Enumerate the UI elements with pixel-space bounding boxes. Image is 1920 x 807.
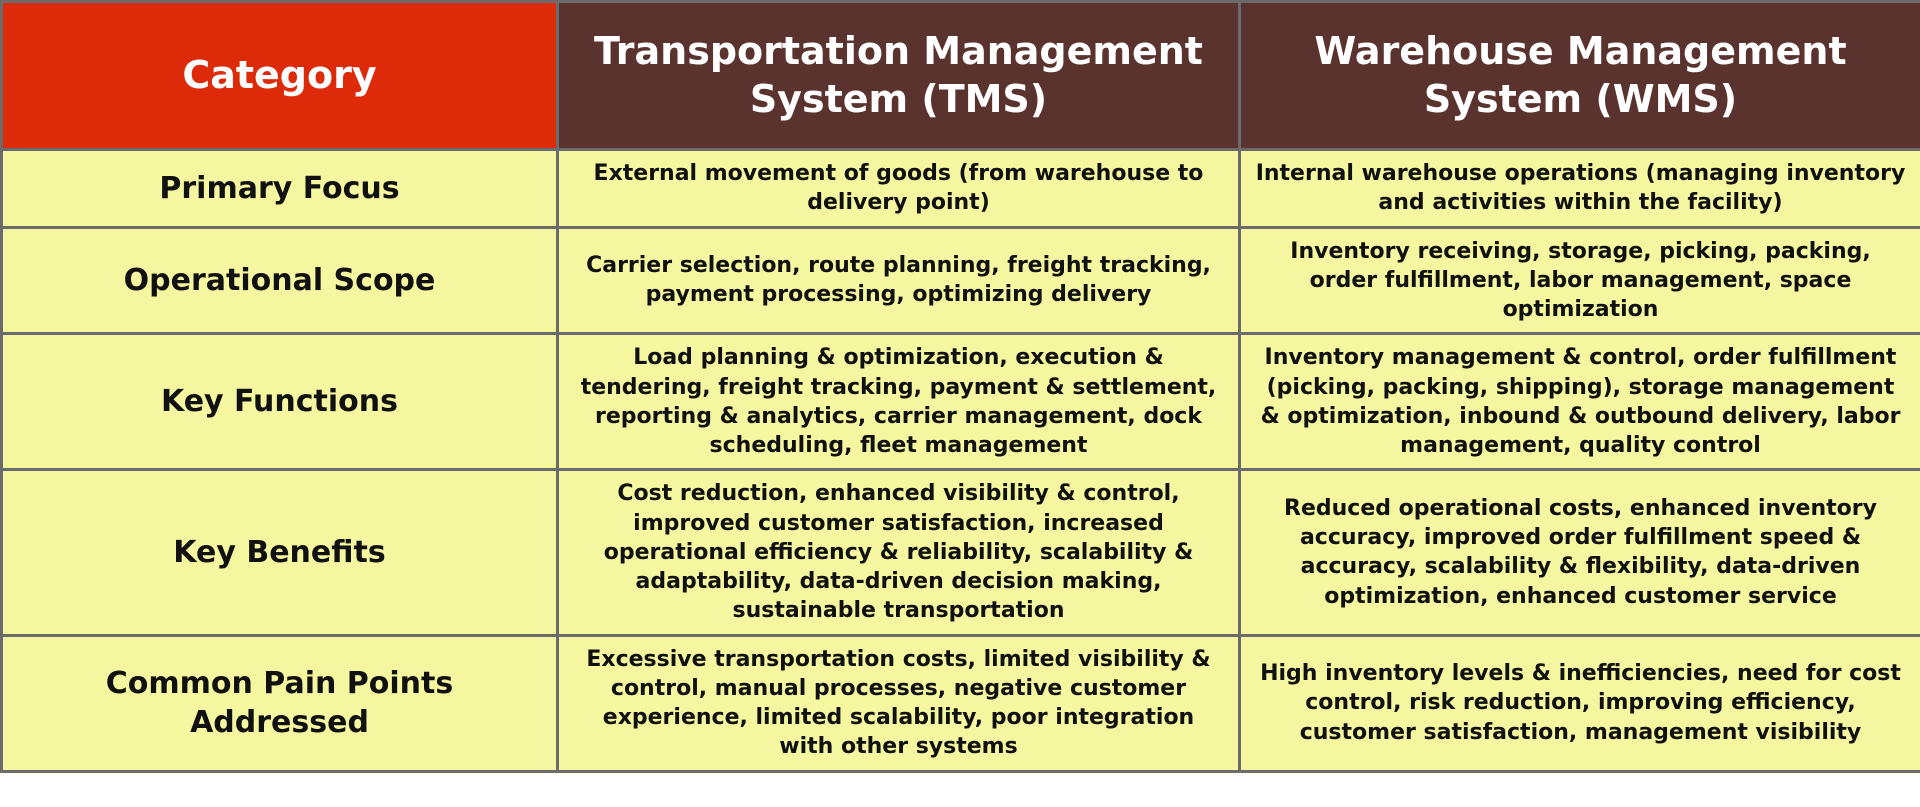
row-wms-value: Inventory management & control, order fulfillment (picking, packing, shipping), storage management & optimization, inbound & outbound delivery, labor management, quality control	[1240, 334, 1920, 470]
row-wms-value: Internal warehouse operations (managing inventory and activities within the facility)	[1240, 150, 1920, 228]
row-category-label: Key Benefits	[2, 470, 558, 635]
row-tms-value: Excessive transportation costs, limited visibility & control, manual processes, negative customer experience, limited scalability, poor integration with other systems	[558, 635, 1240, 771]
table-row	[2, 635, 1920, 771]
row-category-label: Primary Focus	[2, 150, 558, 228]
row-category-label: Operational Scope	[2, 227, 558, 334]
row-tms-value: Carrier selection, route planning, freight tracking, payment processing, optimizing delivery	[558, 227, 1240, 334]
column-header-wms: Warehouse Management System (WMS)	[1240, 2, 1920, 150]
row-category-label: Key Functions	[2, 334, 558, 470]
table-row	[2, 150, 1920, 228]
table-row	[2, 227, 1920, 334]
row-wms-value: Inventory receiving, storage, picking, packing, order fulfillment, labor management, space optimization	[1240, 227, 1920, 334]
row-tms-value: Cost reduction, enhanced visibility & control, improved customer satisfaction, increased operational efficiency & reliability, scalability & adaptability, data-driven decision making, sustainable transportation	[558, 470, 1240, 635]
row-tms-value: External movement of goods (from warehouse to delivery point)	[558, 150, 1240, 228]
row-wms-value: Reduced operational costs, enhanced inventory accuracy, improved order fulfillment speed & accuracy, scalability & flexibility, data-driven optimization, enhanced customer service	[1240, 470, 1920, 635]
row-tms-value: Load planning & optimization, execution & tendering, freight tracking, payment & settlement, reporting & analytics, carrier management, dock scheduling, fleet management	[558, 334, 1240, 470]
column-header-category: Category	[2, 2, 558, 150]
column-header-tms: Transportation Management System (TMS)	[558, 2, 1240, 150]
table-row	[2, 470, 1920, 635]
table-row	[2, 334, 1920, 470]
row-wms-value: High inventory levels & inefficiencies, need for cost control, risk reduction, improving efficiency, customer satisfaction, management visibility	[1240, 635, 1920, 771]
row-category-label: Common Pain Points Addressed	[2, 635, 558, 771]
table-body	[2, 150, 1920, 772]
table-header-row	[2, 2, 1920, 150]
table-header	[2, 2, 1920, 150]
